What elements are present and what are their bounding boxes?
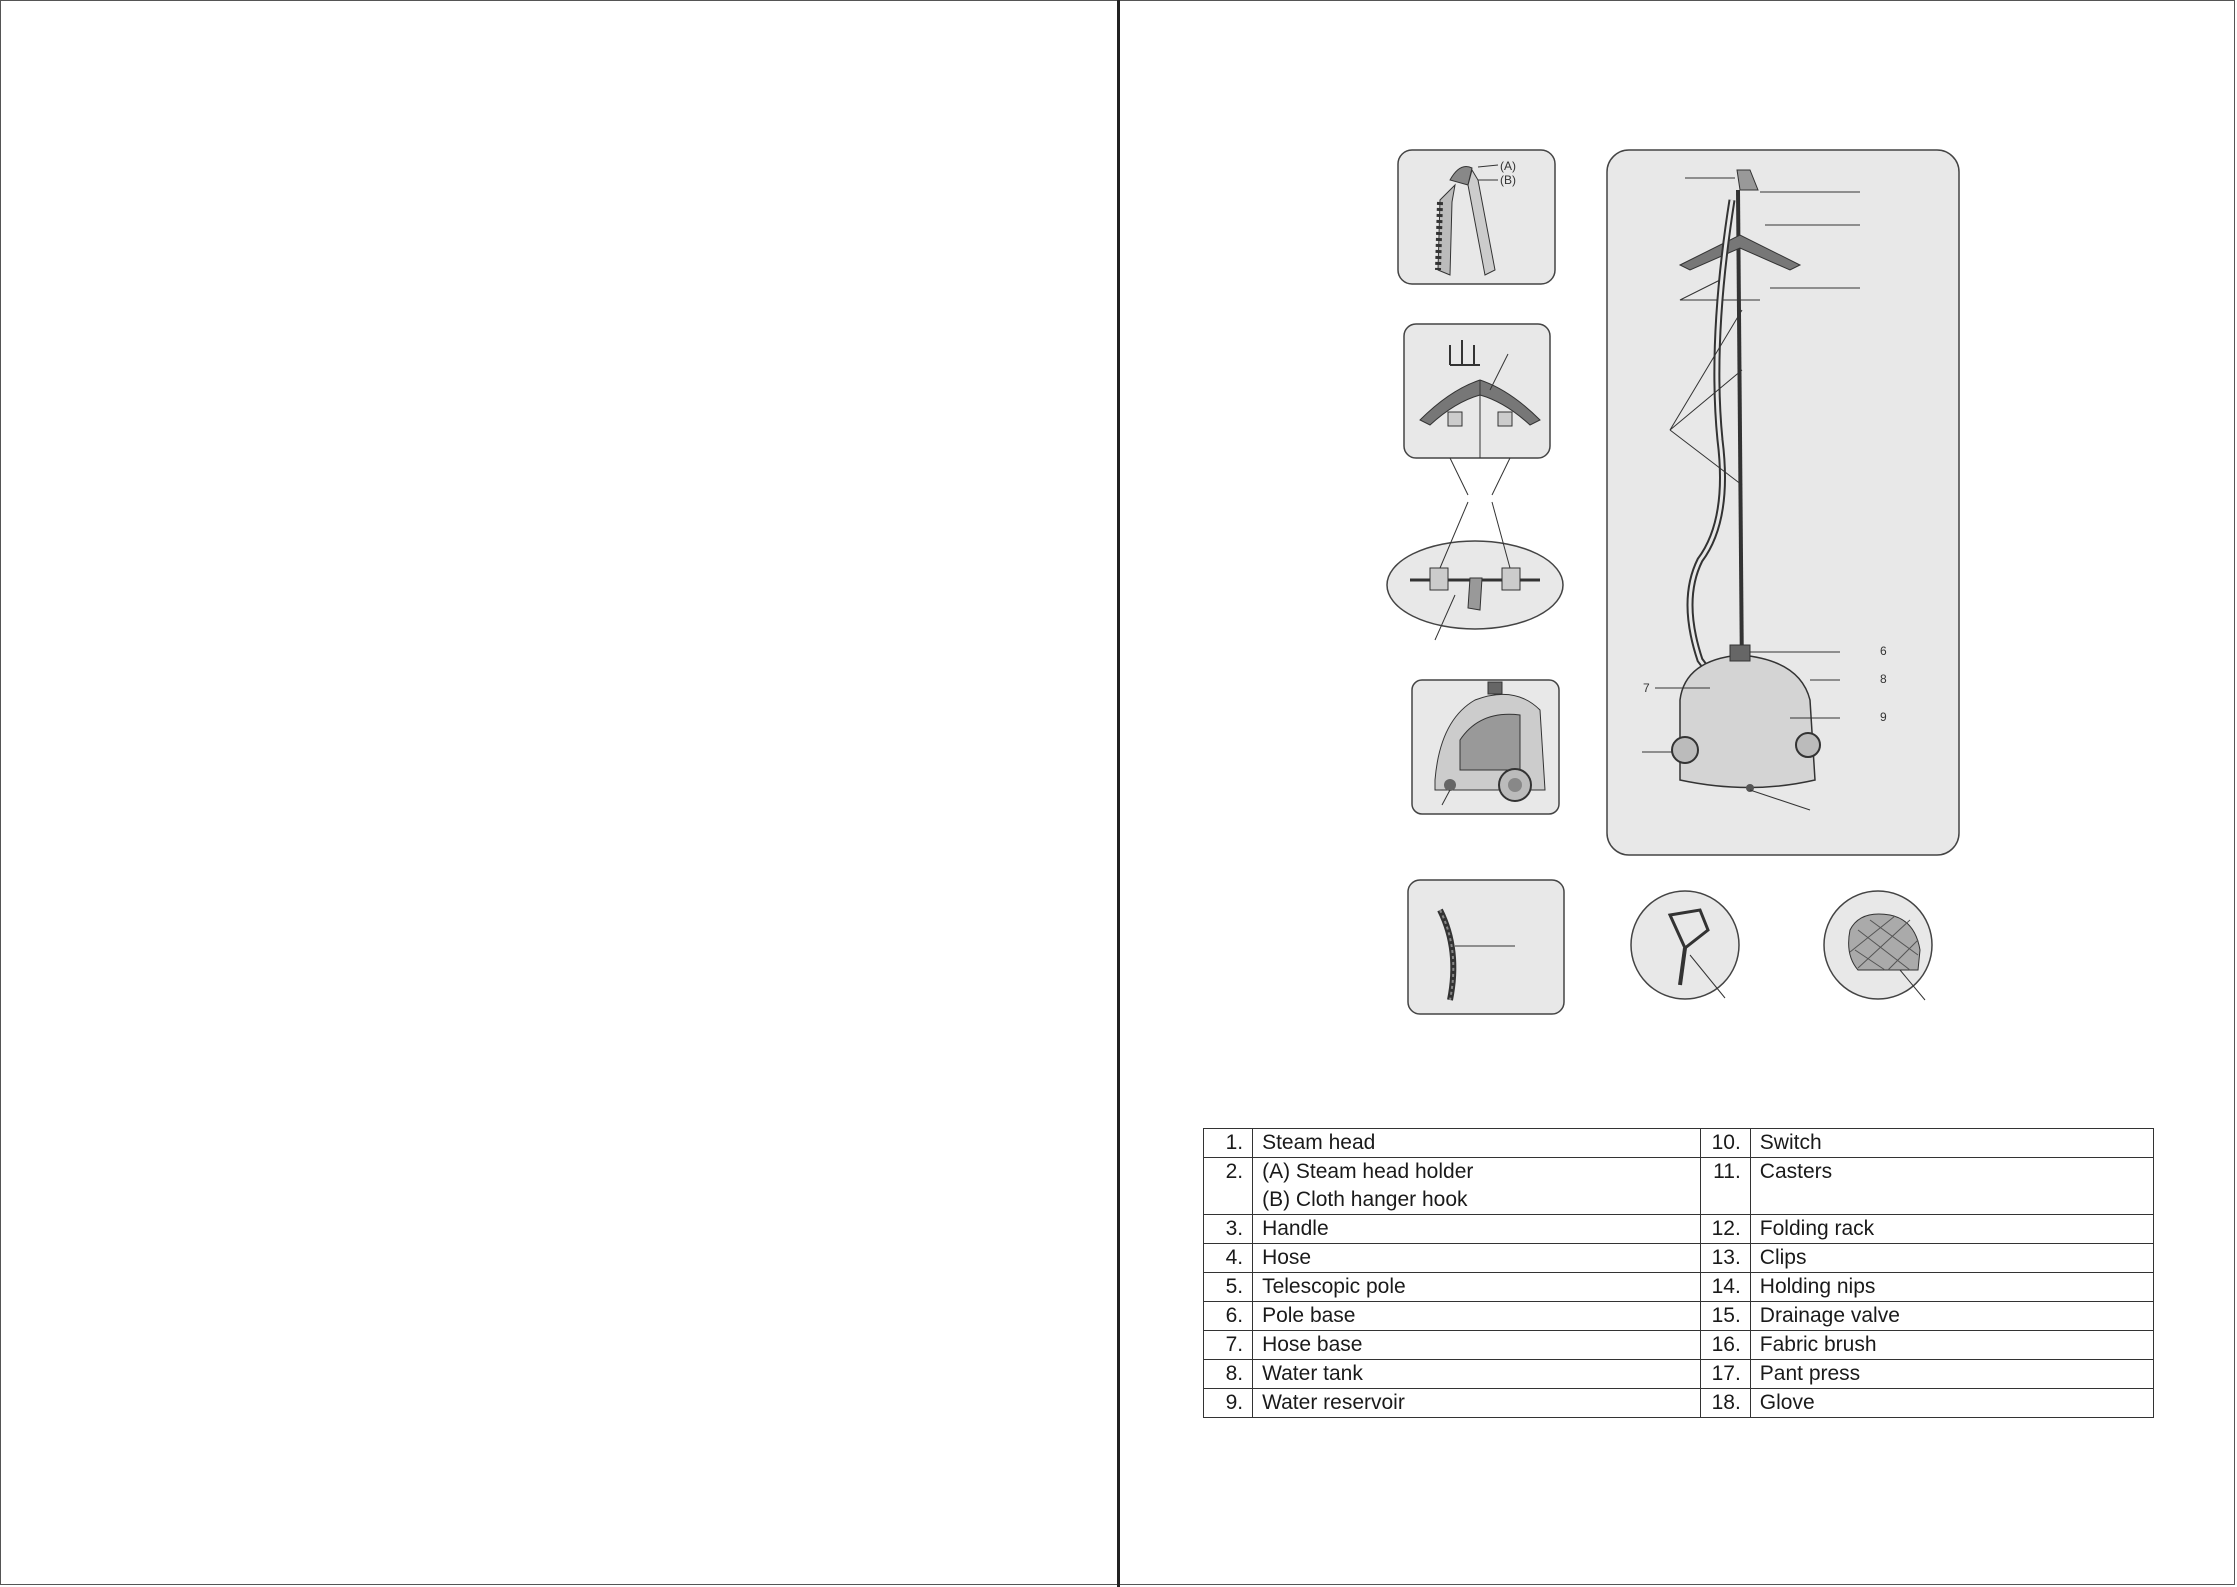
part-label-line: (B) Cloth hanger hook (1262, 1188, 1468, 1211)
table-row (1204, 1129, 2154, 1158)
callout-8: 8 (1880, 672, 1887, 686)
part-number: 8. (1204, 1360, 1253, 1389)
part-label: Telescopic pole (1253, 1273, 1701, 1302)
part-number: 10. (1700, 1129, 1750, 1158)
part-number: 2. (1204, 1158, 1253, 1215)
part-label: Folding rack (1750, 1215, 2153, 1244)
part-label: Steam head (1253, 1129, 1701, 1158)
part-label: Pant press (1750, 1360, 2153, 1389)
steamer-main-panel (1607, 150, 1959, 855)
part-label: Fabric brush (1750, 1331, 2153, 1360)
part-label: Handle (1253, 1215, 1701, 1244)
part-number: 18. (1700, 1389, 1750, 1418)
part-label: Water tank (1253, 1360, 1701, 1389)
page-divider (1117, 0, 1120, 1587)
part-number: 9. (1204, 1389, 1253, 1418)
table-row (1204, 1273, 2154, 1302)
part-label: Switch (1750, 1129, 2153, 1158)
table-row (1204, 1360, 2154, 1389)
part-label: Hose (1253, 1244, 1701, 1273)
part-number: 11. (1700, 1158, 1750, 1215)
part-label: Casters (1750, 1158, 2153, 1215)
part-label: Holding nips (1750, 1273, 2153, 1302)
steamer-diagram-svg (1380, 140, 1980, 1020)
part-number: 1. (1204, 1129, 1253, 1158)
part-label (1253, 1158, 1701, 1215)
part-number: 6. (1204, 1302, 1253, 1331)
pant-press-panel (1631, 891, 1739, 999)
callout-6: 6 (1880, 644, 1887, 658)
table-row (1204, 1302, 2154, 1331)
callout-b: (B) (1500, 173, 1516, 187)
part-label: Hose base (1253, 1331, 1701, 1360)
clips-panel (1387, 502, 1563, 640)
part-label: Clips (1750, 1244, 2153, 1273)
glove-panel (1824, 891, 1932, 1000)
part-number: 13. (1700, 1244, 1750, 1273)
table-row (1204, 1244, 2154, 1273)
steamer-diagram (1380, 140, 1980, 1020)
part-number: 15. (1700, 1302, 1750, 1331)
part-label: Drainage valve (1750, 1302, 2153, 1331)
base-panel (1412, 680, 1559, 814)
part-number: 12. (1700, 1215, 1750, 1244)
callout-a: (A) (1500, 159, 1516, 173)
part-number: 5. (1204, 1273, 1253, 1302)
table-row (1204, 1215, 2154, 1244)
table-row (1204, 1389, 2154, 1418)
callout-9: 9 (1880, 710, 1887, 724)
fabric-brush-panel (1408, 880, 1564, 1014)
part-label: Water reservoir (1253, 1389, 1701, 1418)
part-label: Pole base (1253, 1302, 1701, 1331)
part-number: 17. (1700, 1360, 1750, 1389)
table-row (1204, 1331, 2154, 1360)
part-number: 4. (1204, 1244, 1253, 1273)
callout-7: 7 (1643, 681, 1650, 695)
part-number: 16. (1700, 1331, 1750, 1360)
table-row (1204, 1158, 2154, 1215)
part-number: 3. (1204, 1215, 1253, 1244)
part-label-line: (A) Steam head holder (1262, 1160, 1474, 1183)
parts-table (1203, 1128, 2154, 1418)
part-number: 14. (1700, 1273, 1750, 1302)
part-number: 7. (1204, 1331, 1253, 1360)
folding-rack-panel (1404, 324, 1550, 495)
part-label: Glove (1750, 1389, 2153, 1418)
steam-head-holder-panel (1398, 150, 1555, 284)
